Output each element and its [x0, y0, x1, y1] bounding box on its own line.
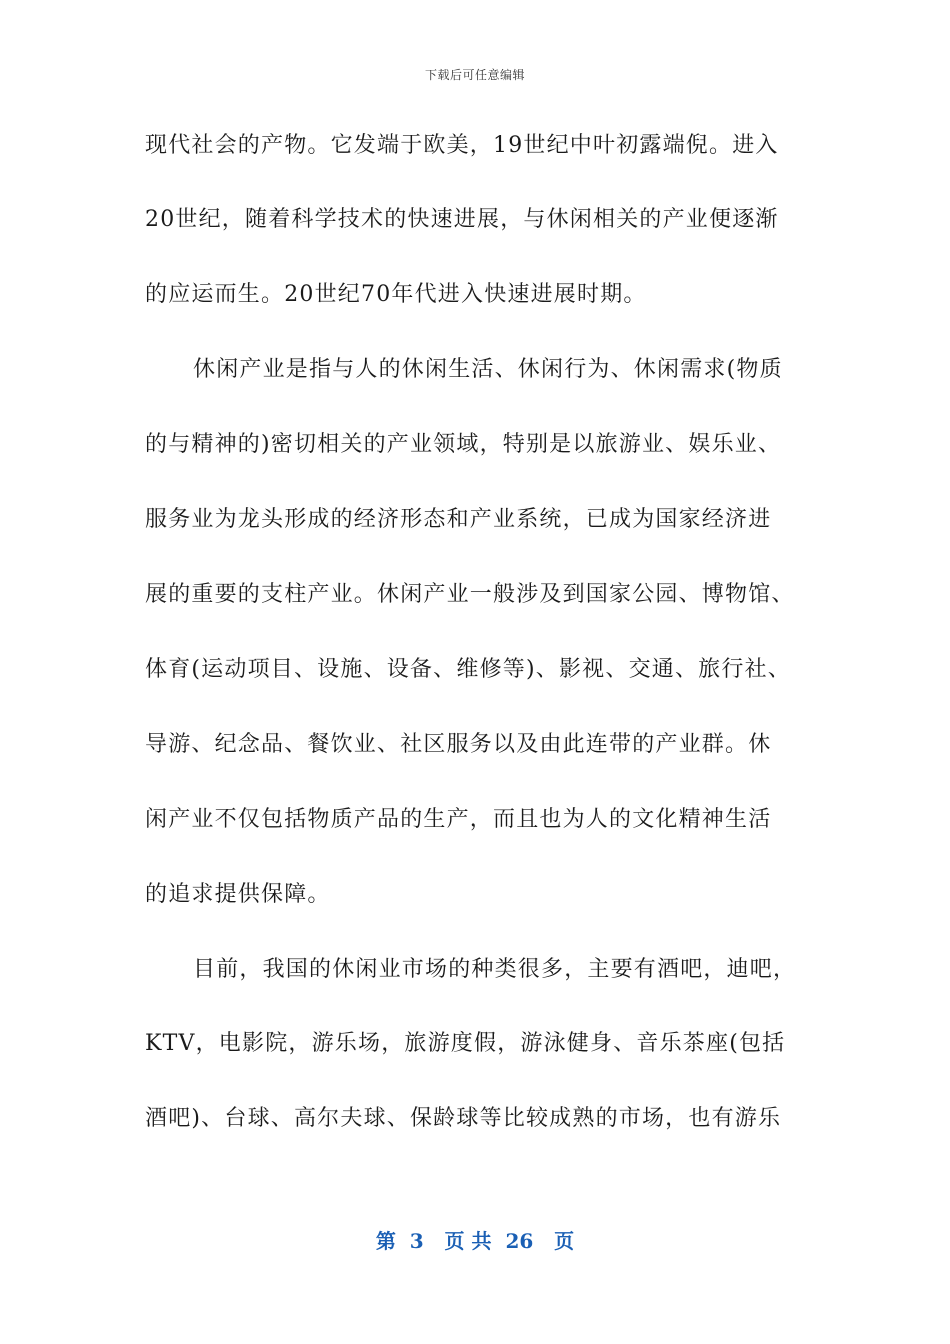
text-line: 体育(运动项目、设施、设备、维修等)、影视、交通、旅行社、 — [145, 657, 791, 682]
text-line: 的与精神的)密切相关的产业领域，特别是以旅游业、娱乐业、 — [145, 432, 782, 457]
text-line: 的应运而生。20世纪70年代进入快速进展时期。 — [145, 282, 647, 307]
text-line: 展的重要的支柱产业。休闲产业一般涉及到国家公园、博物馆、 — [145, 582, 795, 607]
text-line: 导游、纪念品、餐饮业、社区服务以及由此连带的产业群。休 — [145, 732, 772, 757]
text-line: 酒吧)、台球、高尔夫球、保龄球等比较成熟的市场，也有游乐 — [145, 1106, 782, 1131]
text-line: 20世纪，随着科学技术的快速进展，与休闲相关的产业便逐渐 — [145, 207, 779, 232]
header-note: 下载后可任意编辑 — [424, 68, 525, 82]
text-line: 闲产业不仅包括物质产品的生产，而且也为人的文化精神生活 — [145, 807, 772, 832]
paragraph-start-line: 目前，我国的休闲业市场的种类很多，主要有酒吧，迪吧， — [193, 957, 797, 982]
page-number: 第 3 页 共 26 页 — [375, 1229, 575, 1253]
text-line: 服务业为龙头形成的经济形态和产业系统，已成为国家经济进 — [145, 507, 772, 532]
text-line: 的追求提供保障。 — [145, 882, 331, 907]
paragraph-start-line: 休闲产业是指与人的休闲生活、休闲行为、休闲需求(物质 — [193, 357, 783, 382]
text-line: 现代社会的产物。它发端于欧美，19世纪中叶初露端倪。进入 — [145, 133, 779, 158]
text-line: KTV，电影院，游乐场，旅游度假，游泳健身、音乐茶座(包括 — [145, 1031, 786, 1056]
